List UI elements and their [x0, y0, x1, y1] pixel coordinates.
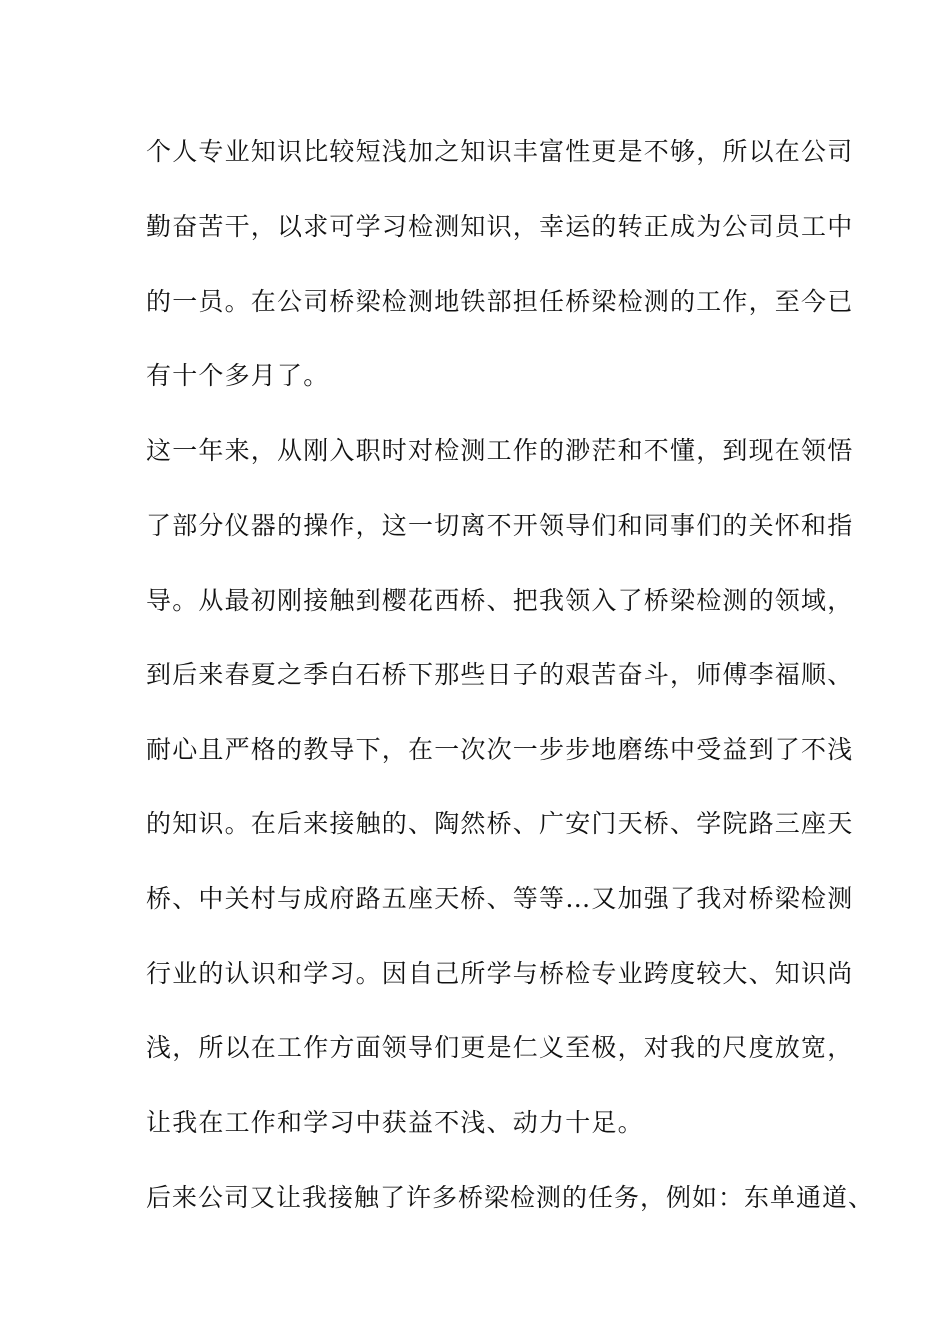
text-line: 勤奋苦干，以求可学习检测知识，幸运的转正成为公司员工中 [146, 212, 854, 241]
text-line: 个人专业知识比较短浅加之知识丰富性更是不够，所以在公司 [146, 137, 854, 166]
text-line: 有十个多月了。 [146, 361, 330, 390]
text-line: 后来公司又让我接触了许多桥梁检测的任务，例如：东单通道、 [146, 1183, 875, 1212]
text-line: 导。从最初刚接触到樱花西桥、把我领入了桥梁检测的领域， [146, 586, 854, 615]
text-line: 让我在工作和学习中获益不浅、动力十足。 [146, 1108, 644, 1137]
text-line: 桥、中关村与成府路五座天桥、等等…又加强了我对桥梁检测 [146, 884, 854, 913]
text-line: 耐心且严格的教导下，在一次次一步步地磨练中受益到了不浅 [146, 735, 854, 764]
text-line: 到后来春夏之季白石桥下那些日子的艰苦奋斗，师傅李福顺、 [146, 660, 854, 689]
text-line: 了部分仪器的操作，这一切离不开领导们和同事们的关怀和指 [146, 511, 854, 540]
text-line: 行业的认识和学习。因自己所学与桥检专业跨度较大、知识尚 [146, 959, 854, 988]
text-line: 浅，所以在工作方面领导们更是仁义至极，对我的尺度放宽， [146, 1033, 854, 1062]
text-line: 的一员。在公司桥梁检测地铁部担任桥梁检测的工作，至今已 [146, 287, 854, 316]
text-line: 这一年来，从刚入职时对检测工作的渺茫和不懂，到现在领悟 [146, 436, 854, 465]
text-line: 的知识。在后来接触的、陶然桥、广安门天桥、学院路三座天 [146, 809, 854, 838]
